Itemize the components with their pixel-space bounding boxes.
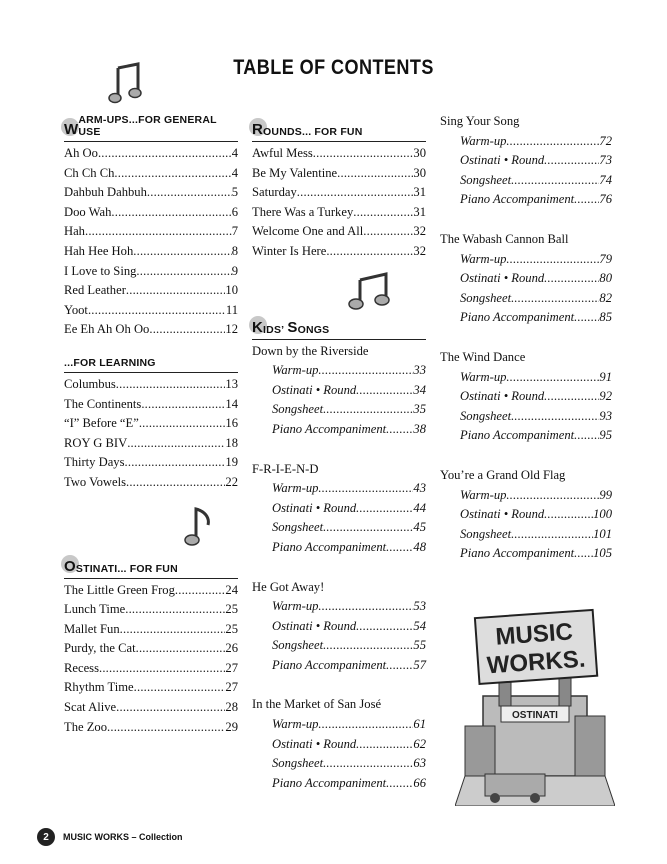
- entry-title: Songsheet: [272, 520, 324, 535]
- entry-title: Hah: [64, 224, 85, 239]
- toc-entry[interactable]: [64, 453, 238, 473]
- page-ref: 11: [225, 302, 238, 317]
- toc-entry[interactable]: [64, 659, 238, 679]
- logo-sign: OSTINATI: [512, 710, 558, 721]
- toc-entry[interactable]: [252, 656, 426, 676]
- entry-title: Winter Is Here: [252, 243, 327, 258]
- entry-title: Songsheet: [460, 408, 512, 423]
- toc-entry[interactable]: [64, 395, 238, 415]
- dot-leader: [511, 289, 599, 309]
- entry-title: Hah Hee Hoh: [64, 243, 134, 258]
- dot-leader: [356, 499, 413, 519]
- toc-entry[interactable]: [64, 600, 238, 620]
- dot-leader: [120, 620, 226, 640]
- column-1: [64, 114, 238, 737]
- dot-leader: [506, 368, 599, 388]
- page-ref: 92: [599, 389, 612, 404]
- entry-title: Thirty Days: [64, 455, 125, 470]
- toc-entry[interactable]: [252, 735, 426, 755]
- page-ref: 18: [225, 435, 238, 450]
- page-ref: 53: [413, 599, 426, 614]
- toc-entry[interactable]: [252, 203, 426, 223]
- dot-leader: [88, 301, 226, 321]
- dot-leader: [136, 639, 226, 659]
- entry-title: ROY G BIV: [64, 435, 128, 450]
- dot-leader: [386, 538, 413, 558]
- page-ref: 57: [413, 657, 426, 672]
- entry-title: Ostinati • Round: [460, 389, 545, 404]
- dot-leader: [175, 581, 226, 601]
- page-ref: 29: [225, 719, 238, 734]
- dot-leader: [511, 171, 599, 191]
- page-ref: 24: [225, 582, 238, 597]
- page-ref: 72: [599, 133, 612, 148]
- dot-leader: [544, 387, 599, 407]
- dot-leader: [356, 617, 413, 637]
- page-ref: 7: [231, 224, 238, 239]
- page-ref: 82: [599, 290, 612, 305]
- dot-leader: [141, 395, 225, 415]
- dot-leader: [116, 375, 226, 395]
- entry-title: Warm-up: [272, 717, 319, 732]
- dot-leader: [356, 735, 413, 755]
- dot-leader: [363, 222, 413, 242]
- section-heading-rounds: R OUNDS... FOR FUN: [252, 118, 426, 138]
- page-ref: 4: [231, 146, 238, 160]
- toc-entry[interactable]: [64, 301, 238, 321]
- page-ref: 43: [413, 481, 426, 496]
- dot-leader: [574, 308, 599, 328]
- dot-leader: [511, 407, 599, 427]
- section-heading-learning: ...FOR LEARNING: [64, 356, 156, 369]
- toc-entry[interactable]: [252, 774, 426, 794]
- entry-title: Warm-up: [460, 133, 507, 148]
- page-ref: 93: [599, 408, 612, 423]
- page-ref: 45: [413, 520, 426, 535]
- entry-title: Dahbuh Dahbuh: [64, 185, 147, 200]
- song-title[interactable]: Sing Your Song: [440, 114, 520, 128]
- page-ref: 31: [413, 185, 426, 200]
- entry-title: Lunch Time: [64, 602, 126, 617]
- dot-leader: [111, 203, 231, 223]
- entry-title: Yoot: [64, 302, 88, 317]
- entry-title: The Continents: [64, 396, 142, 411]
- dot-leader: [147, 183, 232, 203]
- dot-leader: [326, 242, 413, 262]
- section-heading-kids-songs: K IDS’ S ONGS: [252, 316, 426, 336]
- dot-leader: [544, 269, 599, 289]
- page-ref: 63: [413, 756, 426, 771]
- toc-entry[interactable]: [440, 269, 612, 289]
- toc-entry[interactable]: [440, 525, 612, 545]
- page-ref: 55: [413, 638, 426, 653]
- page-ref: 91: [599, 369, 612, 384]
- song-title[interactable]: He Got Away!: [252, 579, 325, 594]
- entry-title: Songsheet: [460, 172, 512, 187]
- page-ref: 13: [225, 376, 238, 391]
- divider: [252, 141, 426, 142]
- footer-text: MUSIC WORKS – Collection: [63, 832, 183, 842]
- section-heading-warmups: W ARM-UPS...FOR GENERAL USE: [64, 118, 238, 138]
- page-number: 2: [37, 828, 55, 846]
- entry-title: Songsheet: [272, 638, 324, 653]
- page-ref: 79: [599, 251, 612, 266]
- toc-entry[interactable]: [64, 262, 238, 282]
- divider: [64, 578, 238, 579]
- toc-entry[interactable]: [64, 242, 238, 262]
- page-ref: 85: [599, 310, 612, 325]
- entry-title: Piano Accompaniment: [460, 192, 575, 207]
- page-ref: 62: [413, 736, 426, 751]
- toc-entry[interactable]: [64, 620, 238, 640]
- toc-entry[interactable]: [440, 426, 612, 446]
- divider: [252, 339, 426, 340]
- song-title[interactable]: You’re a Grand Old Flag: [440, 467, 566, 482]
- page-ref: 8: [231, 243, 238, 258]
- toc-entry[interactable]: [440, 132, 612, 152]
- toc-entry[interactable]: [440, 544, 612, 564]
- entry-title: Ostinati • Round: [272, 500, 357, 515]
- entry-title: “I” Before “E”: [64, 416, 139, 431]
- toc-entry[interactable]: [64, 375, 238, 395]
- dot-leader: [125, 600, 225, 620]
- dot-leader: [126, 281, 226, 301]
- page-ref: 54: [413, 618, 426, 633]
- entry-title: Recess: [64, 660, 99, 675]
- entry-title: Be My Valentine: [252, 165, 338, 180]
- toc-entry[interactable]: [64, 473, 238, 493]
- toc-entry[interactable]: [252, 222, 426, 242]
- page-ref: 38: [413, 421, 426, 436]
- entry-title: Piano Accompaniment: [272, 539, 387, 554]
- entry-title: Warm-up: [460, 251, 507, 266]
- dot-leader: [544, 151, 599, 171]
- dot-leader: [139, 414, 226, 434]
- page-ref: 34: [413, 382, 426, 397]
- entry-title: Columbus: [64, 376, 116, 391]
- page-ref: 74: [599, 172, 612, 187]
- dot-leader: [544, 505, 593, 525]
- dot-leader: [98, 144, 232, 164]
- entry-title: Songsheet: [272, 402, 324, 417]
- page-ref: 33: [413, 363, 426, 378]
- entry-title: I Love to Sing: [64, 263, 137, 278]
- page-ref: 100: [593, 507, 612, 522]
- toc-entry[interactable]: [64, 281, 238, 301]
- toc-entry[interactable]: [64, 581, 238, 601]
- dot-leader: [323, 518, 413, 538]
- dot-leader: [127, 434, 225, 454]
- toc-entry[interactable]: [64, 320, 238, 340]
- page-ref: 30: [413, 165, 426, 180]
- toc-entry[interactable]: [252, 518, 426, 538]
- page-ref: 30: [413, 146, 426, 160]
- entry-title: Ostinati • Round: [272, 382, 357, 397]
- songs-list: [440, 112, 612, 564]
- entry-title: Scat Alive: [64, 700, 117, 715]
- dot-leader: [99, 659, 225, 679]
- dot-leader: [318, 479, 413, 499]
- learning-list: [64, 375, 238, 493]
- page-ref: 10: [225, 283, 238, 298]
- toc-entry[interactable]: [64, 639, 238, 659]
- dot-leader: [318, 597, 413, 617]
- entry-title: Ostinati • Round: [460, 153, 545, 168]
- dot-leader: [337, 164, 413, 184]
- page-ref: 99: [599, 487, 612, 502]
- dot-leader: [149, 320, 225, 340]
- page-ref: 4: [231, 165, 238, 180]
- entry-title: Ostinati • Round: [460, 271, 545, 286]
- entry-title: Piano Accompaniment: [460, 546, 575, 561]
- entry-title: Ostinati • Round: [272, 736, 357, 751]
- song-title[interactable]: Down by the Riverside: [252, 343, 369, 358]
- dot-leader: [297, 183, 414, 203]
- column-2: [252, 118, 426, 793]
- entry-title: Mallet Fun: [64, 621, 120, 636]
- logo-line2: WORKS.: [485, 645, 587, 680]
- song-title[interactable]: In the Market of San José: [252, 697, 382, 712]
- dot-leader: [506, 486, 599, 506]
- toc-entry[interactable]: [440, 289, 612, 309]
- toc-entry[interactable]: [64, 203, 238, 223]
- entry-title: Ee Eh Ah Oh Oo: [64, 322, 150, 337]
- toc-entry[interactable]: [252, 361, 426, 381]
- toc-entry[interactable]: [440, 368, 612, 388]
- toc-entry[interactable]: [440, 171, 612, 191]
- column-3: [440, 112, 612, 564]
- entry-title: Songsheet: [460, 290, 512, 305]
- entry-title: Songsheet: [460, 526, 512, 541]
- music-works-logo: [455, 606, 615, 806]
- toc-entry[interactable]: [64, 144, 238, 164]
- toc-entry[interactable]: [252, 479, 426, 499]
- divider: [64, 372, 238, 373]
- toc-entry[interactable]: [440, 151, 612, 171]
- entry-title: Ostinati • Round: [272, 618, 357, 633]
- entry-title: Piano Accompaniment: [460, 428, 575, 443]
- dot-leader: [574, 190, 599, 210]
- dot-leader: [318, 715, 413, 735]
- dot-leader: [107, 718, 225, 738]
- page-ref: 14: [225, 396, 238, 411]
- toc-entry[interactable]: [64, 183, 238, 203]
- toc-entry[interactable]: [440, 250, 612, 270]
- dot-leader: [134, 678, 226, 698]
- toc-entry[interactable]: [440, 407, 612, 427]
- toc-entry[interactable]: [252, 400, 426, 420]
- toc-entry[interactable]: [440, 387, 612, 407]
- toc-entry[interactable]: [252, 242, 426, 262]
- entry-title: Warm-up: [272, 363, 319, 378]
- dot-leader: [353, 203, 413, 223]
- page-ref: 80: [599, 271, 612, 286]
- dot-leader: [386, 774, 413, 794]
- page-ref: 19: [225, 455, 238, 470]
- entry-title: Two Vowels: [64, 474, 126, 489]
- dot-leader: [323, 400, 413, 420]
- toc-entry[interactable]: [252, 597, 426, 617]
- dot-leader: [136, 262, 231, 282]
- entry-title: Ch Ch Ch: [64, 165, 115, 180]
- toc-entry[interactable]: [252, 538, 426, 558]
- toc-entry[interactable]: [440, 505, 612, 525]
- dot-leader: [506, 132, 599, 152]
- entry-title: Ostinati • Round: [460, 507, 545, 522]
- page-ref: 76: [599, 192, 612, 207]
- logo-line1: MUSIC: [494, 618, 574, 651]
- entry-title: There Was a Turkey: [252, 204, 354, 219]
- warmups-list: [64, 144, 238, 340]
- page-ref: 66: [413, 775, 426, 790]
- divider: [64, 141, 238, 142]
- dot-leader: [511, 525, 593, 545]
- toc-entry[interactable]: [64, 222, 238, 242]
- kids-songs-list: [252, 342, 426, 794]
- entry-title: Piano Accompaniment: [272, 775, 387, 790]
- dot-leader: [313, 144, 414, 164]
- page-ref: 12: [225, 322, 238, 337]
- page-ref: 73: [599, 153, 612, 168]
- entry-title: Warm-up: [272, 481, 319, 496]
- music-note-icon: [108, 62, 144, 106]
- song-title[interactable]: The Wabash Cannon Ball: [440, 231, 569, 246]
- toc-entry[interactable]: [440, 308, 612, 328]
- entry-title: Warm-up: [272, 599, 319, 614]
- dot-leader: [574, 544, 593, 564]
- ostinati-list: [64, 581, 238, 738]
- page-ref: 6: [231, 204, 238, 219]
- dot-leader: [114, 164, 231, 184]
- page-ref: 25: [225, 621, 238, 636]
- toc-entry[interactable]: [64, 414, 238, 434]
- page-ref: 105: [593, 546, 612, 561]
- entry-title: Rhythm Time: [64, 680, 134, 695]
- page-ref: 32: [413, 243, 426, 258]
- page-ref: 35: [413, 402, 426, 417]
- page-ref: 101: [593, 526, 612, 541]
- toc-entry[interactable]: [252, 754, 426, 774]
- page-ref: 95: [599, 428, 612, 443]
- footer: [37, 828, 183, 846]
- entry-title: The Little Green Frog: [64, 582, 175, 597]
- toc-entry[interactable]: [252, 636, 426, 656]
- entry-title: Saturday: [252, 185, 297, 200]
- page-ref: 22: [225, 474, 238, 489]
- dot-leader: [323, 754, 413, 774]
- dot-leader: [85, 222, 232, 242]
- section-heading-ostinati: O STINATI... FOR FUN: [64, 555, 238, 575]
- page-ref: 27: [225, 680, 238, 695]
- dot-leader: [574, 426, 599, 446]
- page-ref: 16: [225, 416, 238, 431]
- entry-title: Warm-up: [460, 369, 507, 384]
- toc-entry[interactable]: [252, 164, 426, 184]
- entry-title: Welcome One and All: [252, 224, 364, 239]
- entry-title: Purdy, the Cat: [64, 641, 136, 656]
- toc-entry[interactable]: [252, 183, 426, 203]
- entry-title: Awful Mess: [252, 146, 313, 160]
- entry-title: Ah Oo: [64, 146, 98, 160]
- toc-entry[interactable]: [252, 715, 426, 735]
- toc-entry[interactable]: [64, 718, 238, 738]
- page-ref: 27: [225, 660, 238, 675]
- toc-entry[interactable]: [64, 698, 238, 718]
- page-title: TABLE OF CONTENTS: [233, 56, 434, 79]
- song-title[interactable]: The Wind Dance: [440, 349, 526, 364]
- page-ref: 31: [413, 204, 426, 219]
- entry-title: Piano Accompaniment: [272, 657, 387, 672]
- page-ref: 32: [413, 224, 426, 239]
- dot-leader: [126, 473, 225, 493]
- dot-leader: [323, 636, 413, 656]
- entry-title: Songsheet: [272, 756, 324, 771]
- toc-entry[interactable]: [64, 164, 238, 184]
- toc-entry[interactable]: [440, 486, 612, 506]
- toc-entry[interactable]: [252, 381, 426, 401]
- dot-leader: [116, 698, 225, 718]
- page-ref: 5: [231, 185, 238, 200]
- entry-title: The Zoo: [64, 719, 108, 734]
- page-ref: 48: [413, 539, 426, 554]
- page-ref: 26: [225, 641, 238, 656]
- dot-leader: [133, 242, 231, 262]
- entry-title: Doo Wah: [64, 204, 112, 219]
- page-ref: 9: [231, 263, 238, 278]
- entry-title: Piano Accompaniment: [460, 310, 575, 325]
- page-ref: 61: [413, 717, 426, 732]
- toc-entry[interactable]: [64, 678, 238, 698]
- dot-leader: [356, 381, 413, 401]
- dot-leader: [125, 453, 226, 473]
- dot-leader: [506, 250, 599, 270]
- toc-entry[interactable]: [252, 144, 426, 164]
- dot-leader: [386, 420, 413, 440]
- dot-leader: [318, 361, 413, 381]
- page-ref: 25: [225, 602, 238, 617]
- entry-title: Red Leather: [64, 283, 126, 298]
- toc-entry[interactable]: [252, 499, 426, 519]
- entry-title: Warm-up: [460, 487, 507, 502]
- toc-entry[interactable]: [64, 434, 238, 454]
- toc-entry[interactable]: [252, 617, 426, 637]
- song-title[interactable]: F-R-I-E-N-D: [252, 461, 319, 476]
- toc-entry[interactable]: [440, 190, 612, 210]
- rounds-list: [252, 144, 426, 262]
- toc-entry[interactable]: [252, 420, 426, 440]
- entry-title: Piano Accompaniment: [272, 421, 387, 436]
- page-ref: 28: [225, 700, 238, 715]
- dot-leader: [386, 656, 413, 676]
- page-ref: 44: [413, 500, 426, 515]
